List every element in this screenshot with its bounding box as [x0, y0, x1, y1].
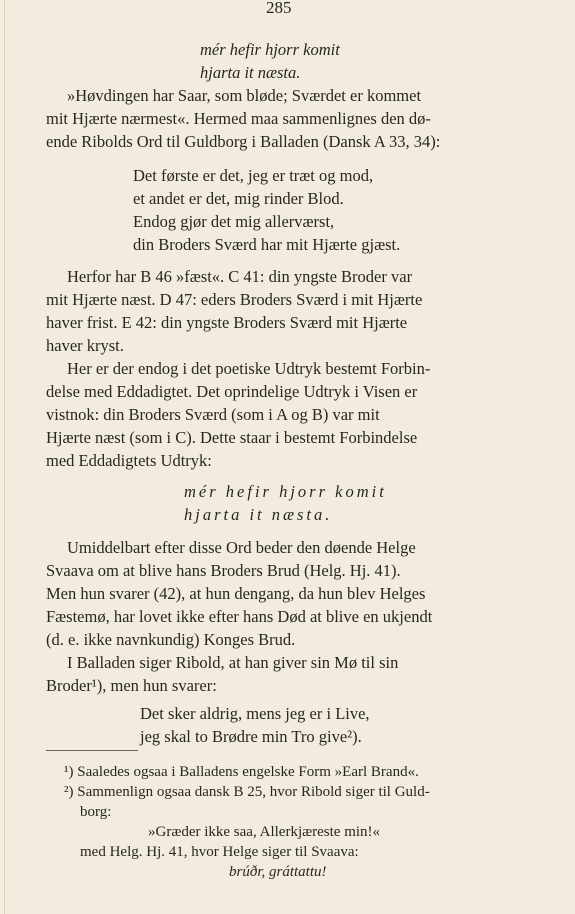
text-line: vistnok: din Broders Sværd (som i A og B) var mit: [46, 405, 380, 424]
text-line: Men hun svarer (42), at hun dengang, da hun blev Helges: [46, 584, 426, 603]
footnote-line: borg:: [80, 804, 112, 820]
quote-line: Endog gjør det mig allerværst,: [133, 212, 335, 231]
text-line: Fæstemø, har lovet ikke efter hans Død at blive en ukjendt: [46, 607, 433, 626]
text-line: haver frist. E 42: din yngste Broders Sværd mit Hjærte: [46, 313, 408, 332]
page-spine-shadow: [4, 0, 5, 914]
footnote-line: brúðr, gráttattu!: [229, 864, 327, 880]
footnote-line: med Helg. Hj. 41, hvor Helge siger til Svaava:: [80, 844, 359, 860]
text-line: ende Ribolds Ord til Guldborg i Balladen (Dansk A 33, 34):: [46, 132, 441, 151]
verse-line: mér hefir hjorr komit: [200, 40, 340, 59]
text-line: Her er der endog i det poetiske Udtryk bestemt Forbin-: [67, 359, 431, 378]
quote-line: jeg skal to Brødre min Tro give²).: [140, 727, 362, 746]
text-line: delse med Eddadigtet. Det oprindelige Udtryk i Visen er: [46, 382, 418, 401]
quote-line: Det sker aldrig, mens jeg er i Live,: [140, 704, 370, 723]
text-line: Svaava om at blive hans Broders Brud (Helg. Hj. 41).: [46, 561, 401, 580]
text-line: Umiddelbart efter disse Ord beder den døende Helge: [67, 538, 416, 557]
footnote-line: ¹) Saaledes ogsaa i Balladens engelske Form »Earl Brand«.: [64, 764, 419, 780]
text-line: haver kryst.: [46, 336, 124, 355]
text-line: med Eddadigtets Udtryk:: [46, 451, 212, 470]
verse-line: hjarta it næsta.: [184, 505, 333, 524]
quote-line: et andet er det, mig rinder Blod.: [133, 189, 344, 208]
quote-line: Det første er det, jeg er træt og mod,: [133, 166, 374, 185]
text-line: »Høvdingen har Saar, som bløde; Sværdet er kommet: [67, 86, 422, 105]
text-line: Herfor har B 46 »fæst«. C 41: din yngste Broder var: [67, 267, 413, 286]
text-line: Broder¹), men hun svarer:: [46, 676, 217, 695]
footnote-rule: [46, 750, 138, 751]
text-line: mit Hjærte nærmest«. Hermed maa sammenlignes den dø-: [46, 109, 431, 128]
verse-line: mér hefir hjorr komit: [184, 482, 387, 501]
quote-line: din Broders Sværd har mit Hjærte gjæst.: [133, 235, 401, 254]
page-number: 285: [266, 0, 292, 17]
text-line: (d. e. ikke navnkundig) Konges Brud.: [46, 630, 296, 649]
text-line: Hjærte næst (som i C). Dette staar i bestemt Forbindelse: [46, 428, 418, 447]
footnote-line: »Græder ikke saa, Allerkjæreste min!«: [148, 824, 381, 840]
text-line: mit Hjærte næst. D 47: eders Broders Sværd i mit Hjærte: [46, 290, 423, 309]
verse-line: hjarta it næsta.: [200, 63, 301, 82]
footnote-line: ²) Sammenlign ogsaa dansk B 25, hvor Ribold siger til Guld-: [64, 784, 430, 800]
text-line: I Balladen siger Ribold, at han giver sin Mø til sin: [67, 653, 399, 672]
